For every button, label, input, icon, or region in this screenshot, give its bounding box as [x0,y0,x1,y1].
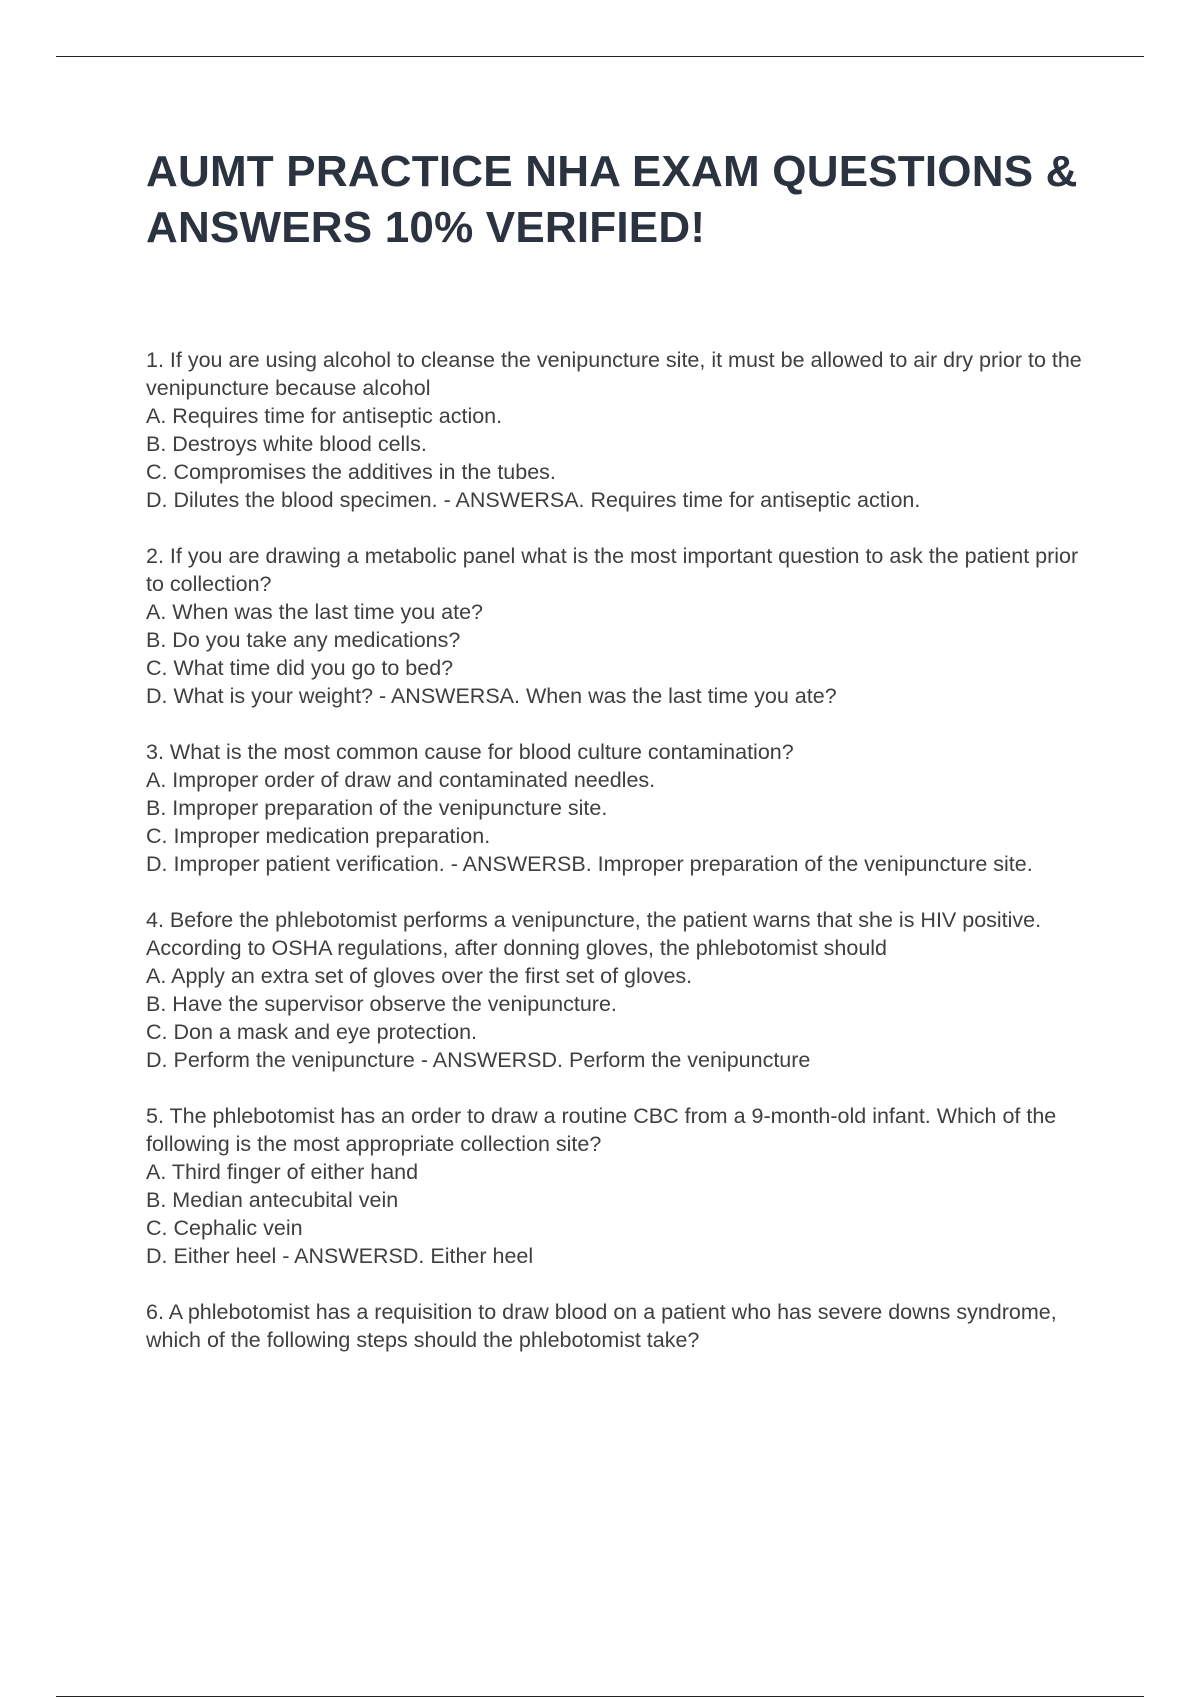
question-1 [146,346,1086,514]
document-body [146,144,1086,1382]
question-option: B. Median antecubital vein [146,1188,399,1212]
question-stem: 4. Before the phlebotomist performs a venipuncture, the patient warns that she is HIV positive. According to OSHA regulations, after donning gloves, the phlebotomist should [146,908,1042,960]
question-stem: 6. A phlebotomist has a requisition to draw blood on a patient who has severe downs syndrome, which of the following steps should the phlebotomist take? [146,1300,1057,1352]
question-option-answer: D. Either heel - ANSWERSD. Either heel [146,1244,534,1268]
question-list [146,346,1086,1354]
question-3 [146,738,1086,878]
question-stem: 5. The phlebotomist has an order to draw a routine CBC from a 9-month-old infant. Which of the following is the most appropriate collection site? [146,1104,1057,1156]
question-option-answer: D. Dilutes the blood specimen. - ANSWERSA. Requires time for antiseptic action. [146,488,921,512]
question-stem: 3. What is the most common cause for blood culture contamination? [146,740,794,764]
question-option: A. When was the last time you ate? [146,600,483,624]
question-option: C. Compromises the additives in the tubes. [146,460,556,484]
question-stem: 1. If you are using alcohol to cleanse the venipuncture site, it must be allowed to air dry prior to the venipuncture because alcohol [146,348,1082,400]
question-option: B. Destroys white blood cells. [146,432,427,456]
question-option: A. Improper order of draw and contaminated needles. [146,768,656,792]
question-option: C. Don a mask and eye protection. [146,1020,478,1044]
question-5 [146,1102,1086,1270]
top-rule [56,56,1144,57]
question-option: C. Improper medication preparation. [146,824,491,848]
question-option-answer: D. Improper patient verification. - ANSWERSB. Improper preparation of the venipuncture site. [146,852,1033,876]
question-option: A. Apply an extra set of gloves over the first set of gloves. [146,964,693,988]
document-title: AUMT PRACTICE NHA EXAM QUESTIONS & ANSWERS 10% VERIFIED! [146,147,1078,252]
question-stem: 2. If you are drawing a metabolic panel what is the most important question to ask the patient prior to collection? [146,544,1079,596]
question-option-answer: D. What is your weight? - ANSWERSA. When was the last time you ate? [146,684,837,708]
question-option: C. What time did you go to bed? [146,656,454,680]
question-option: B. Improper preparation of the venipuncture site. [146,796,608,820]
question-2 [146,542,1086,710]
question-4 [146,906,1086,1074]
question-option: A. Requires time for antiseptic action. [146,404,503,428]
bottom-rule [56,1696,1144,1697]
question-option: A. Third finger of either hand [146,1160,419,1184]
question-option: B. Do you take any medications? [146,628,461,652]
question-option: C. Cephalic vein [146,1216,303,1240]
question-6 [146,1298,1086,1354]
question-option: B. Have the supervisor observe the venipuncture. [146,992,617,1016]
question-option-answer: D. Perform the venipuncture - ANSWERSD. Perform the venipuncture [146,1048,811,1072]
